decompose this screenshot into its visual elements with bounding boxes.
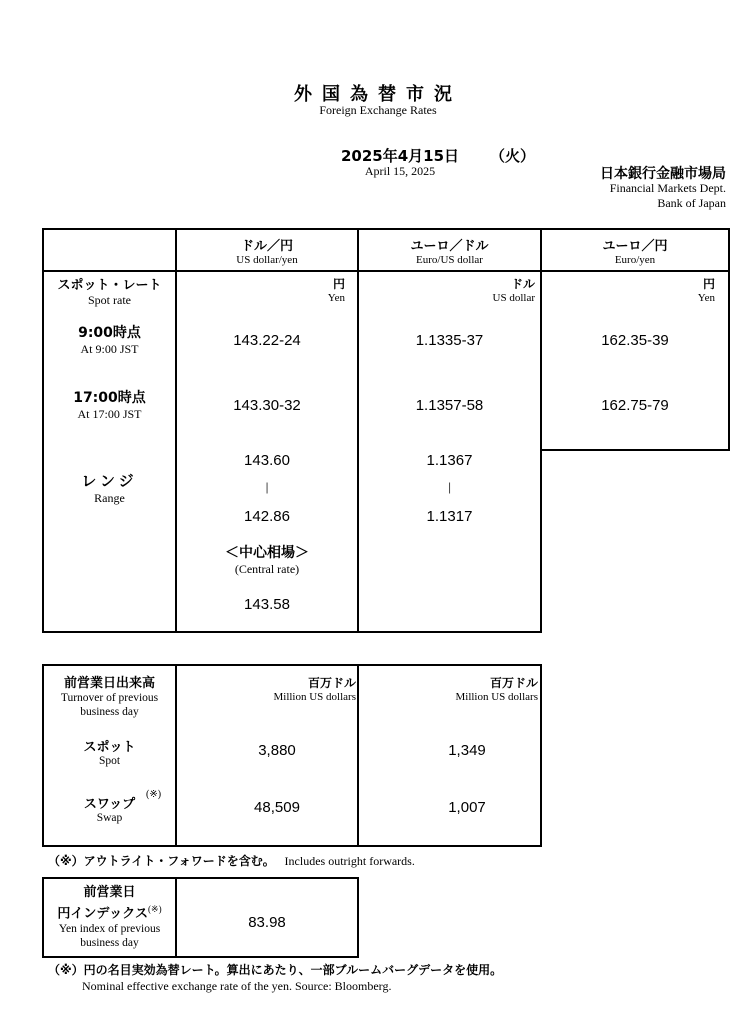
range-label-en: Range xyxy=(94,491,125,505)
turnover-footnote-jp: （※）アウトライト・フォワードを含む。 xyxy=(48,854,275,868)
unit-jp: 円 xyxy=(332,277,345,291)
table-border xyxy=(42,228,730,230)
row-label-1700 xyxy=(44,387,175,422)
range-label-jp: レンジ xyxy=(81,472,138,490)
page-subtitle: Foreign Exchange Rates xyxy=(319,103,437,117)
unit-turnover-usdjpy xyxy=(177,674,356,703)
value-usdjpy-0900: 143.22-24 xyxy=(233,332,301,349)
row-label-jp: 9:00時点 xyxy=(78,325,141,341)
range-eurusd-high: 1.1367 xyxy=(426,452,473,469)
yen-index-footnote-jp: （※）円の名目実効為替レート。算出にあたり、一部ブルームバーグデータを使用。 xyxy=(48,963,503,977)
column-header-eurjpy xyxy=(542,235,728,266)
row-label-en: Swap xyxy=(96,812,123,824)
value-eurusd-0900: 1.1335-37 xyxy=(415,332,484,349)
row-label-jp: 17:00時点 xyxy=(73,390,146,406)
spot-rate-label-jp: スポット・レート xyxy=(57,278,162,293)
turnover-row-spot-label xyxy=(44,736,175,767)
range-usdjpy-high: 143.60 xyxy=(244,452,290,469)
column-header-en: US dollar/yen xyxy=(236,254,298,266)
column-header-jp: ユーロ／ドル xyxy=(410,239,489,254)
row-label-en: At 9:00 JST xyxy=(80,342,139,356)
yen-index-value: 83.98 xyxy=(248,914,286,931)
turnover-label-jp: 前営業日出来高 xyxy=(63,676,155,691)
value-usdjpy-1700: 143.30-32 xyxy=(233,397,301,414)
range-separator: | xyxy=(265,480,269,494)
table-border xyxy=(42,877,359,879)
range-eurusd-low: 1.1317 xyxy=(426,508,473,525)
table-border xyxy=(42,664,542,666)
yen-index-label-jp-line1: 前営業日 xyxy=(83,885,136,900)
turnover-label xyxy=(44,672,175,719)
column-header-en: Euro/yen xyxy=(614,254,656,266)
turnover-label-en-line1: Turnover of previous xyxy=(60,692,159,704)
weekday-jp: （火） xyxy=(490,147,536,165)
table-border xyxy=(540,449,730,451)
yen-index-footnote xyxy=(48,962,502,994)
value-eurjpy-1700: 162.75-79 xyxy=(601,397,669,414)
table-border xyxy=(728,228,730,451)
unit-usdjpy xyxy=(177,275,345,304)
table-border xyxy=(42,631,542,633)
yen-index-label-jp-line2: 円インデックス xyxy=(57,906,149,922)
department-en-line1: Financial Markets Dept. xyxy=(609,181,726,195)
unit-eurusd xyxy=(359,275,535,304)
turnover-footnote-en: Includes outright forwards. xyxy=(284,854,415,868)
range-usdjpy-low: 142.86 xyxy=(244,508,290,525)
table-border xyxy=(42,270,730,272)
yen-index-label-en-line2: business day xyxy=(80,937,139,950)
range-label xyxy=(44,470,175,506)
spot-rate-label-en: Spot rate xyxy=(88,293,131,307)
turnover-label-en-line2: business day xyxy=(80,706,139,718)
table-border xyxy=(42,845,542,847)
unit-en: Yen xyxy=(327,292,345,304)
column-header-en: Euro/US dollar xyxy=(416,254,483,266)
column-header-jp: ドル／円 xyxy=(240,239,293,254)
table-border xyxy=(357,877,359,958)
unit-jp: ドル xyxy=(510,277,535,291)
unit-eurjpy xyxy=(542,275,715,304)
central-rate-label xyxy=(177,542,357,577)
range-separator: | xyxy=(447,480,452,494)
table-border xyxy=(42,956,359,958)
central-rate-label-jp: ＜中心相場＞ xyxy=(225,545,309,561)
value-eurjpy-0900: 162.35-39 xyxy=(601,332,669,349)
department-en-line2: Bank of Japan xyxy=(657,196,726,210)
unit-en: Million US dollars xyxy=(455,691,538,703)
row-label-jp: スワップ xyxy=(83,797,136,812)
spot-rate-label xyxy=(44,274,175,308)
department-jp: 日本銀行金融市場局 xyxy=(600,166,726,182)
central-rate-label-en: (Central rate) xyxy=(234,562,300,576)
value-eurusd-1700: 1.1357-58 xyxy=(415,397,484,414)
date-en: April 15, 2025 xyxy=(364,164,436,178)
unit-en: Yen xyxy=(697,292,715,304)
row-label-jp: スポット xyxy=(83,740,136,755)
page-title: 外国為替市況 xyxy=(294,84,462,105)
date-jp: 2025年4月15日 xyxy=(341,147,460,165)
unit-jp: 円 xyxy=(702,277,715,291)
unit-turnover-eurusd xyxy=(359,674,538,703)
row-label-en: At 17:00 JST xyxy=(77,407,142,421)
yen-index-footnote-en: Nominal effective exchange rate of the yen. Source: Bloomberg. xyxy=(82,979,392,993)
column-header-jp: ユーロ／円 xyxy=(602,239,668,254)
turnover-footnote xyxy=(48,852,415,869)
yen-index-note-marker: (※) xyxy=(148,904,162,914)
swap-note-marker: (※) xyxy=(146,789,162,800)
turnover-swap-eurusd: 1,007 xyxy=(448,799,486,816)
yen-index-label-en-line1: Yen index of previous xyxy=(58,923,161,936)
central-rate-value: 143.58 xyxy=(244,596,290,613)
column-header-eurusd xyxy=(359,235,540,266)
unit-jp: 百万ドル xyxy=(307,676,356,690)
unit-en: Million US dollars xyxy=(273,691,356,703)
department-en xyxy=(610,181,726,211)
turnover-spot-usdjpy: 3,880 xyxy=(258,742,296,759)
turnover-swap-usdjpy: 48,509 xyxy=(254,799,300,816)
turnover-spot-eurusd: 1,349 xyxy=(448,742,486,759)
unit-jp: 百万ドル xyxy=(489,676,538,690)
column-header-usdjpy xyxy=(177,235,357,266)
row-label-en: Spot xyxy=(98,755,121,767)
yen-index-label xyxy=(44,884,175,950)
unit-en: US dollar xyxy=(492,292,535,304)
row-label-0900 xyxy=(44,322,175,357)
